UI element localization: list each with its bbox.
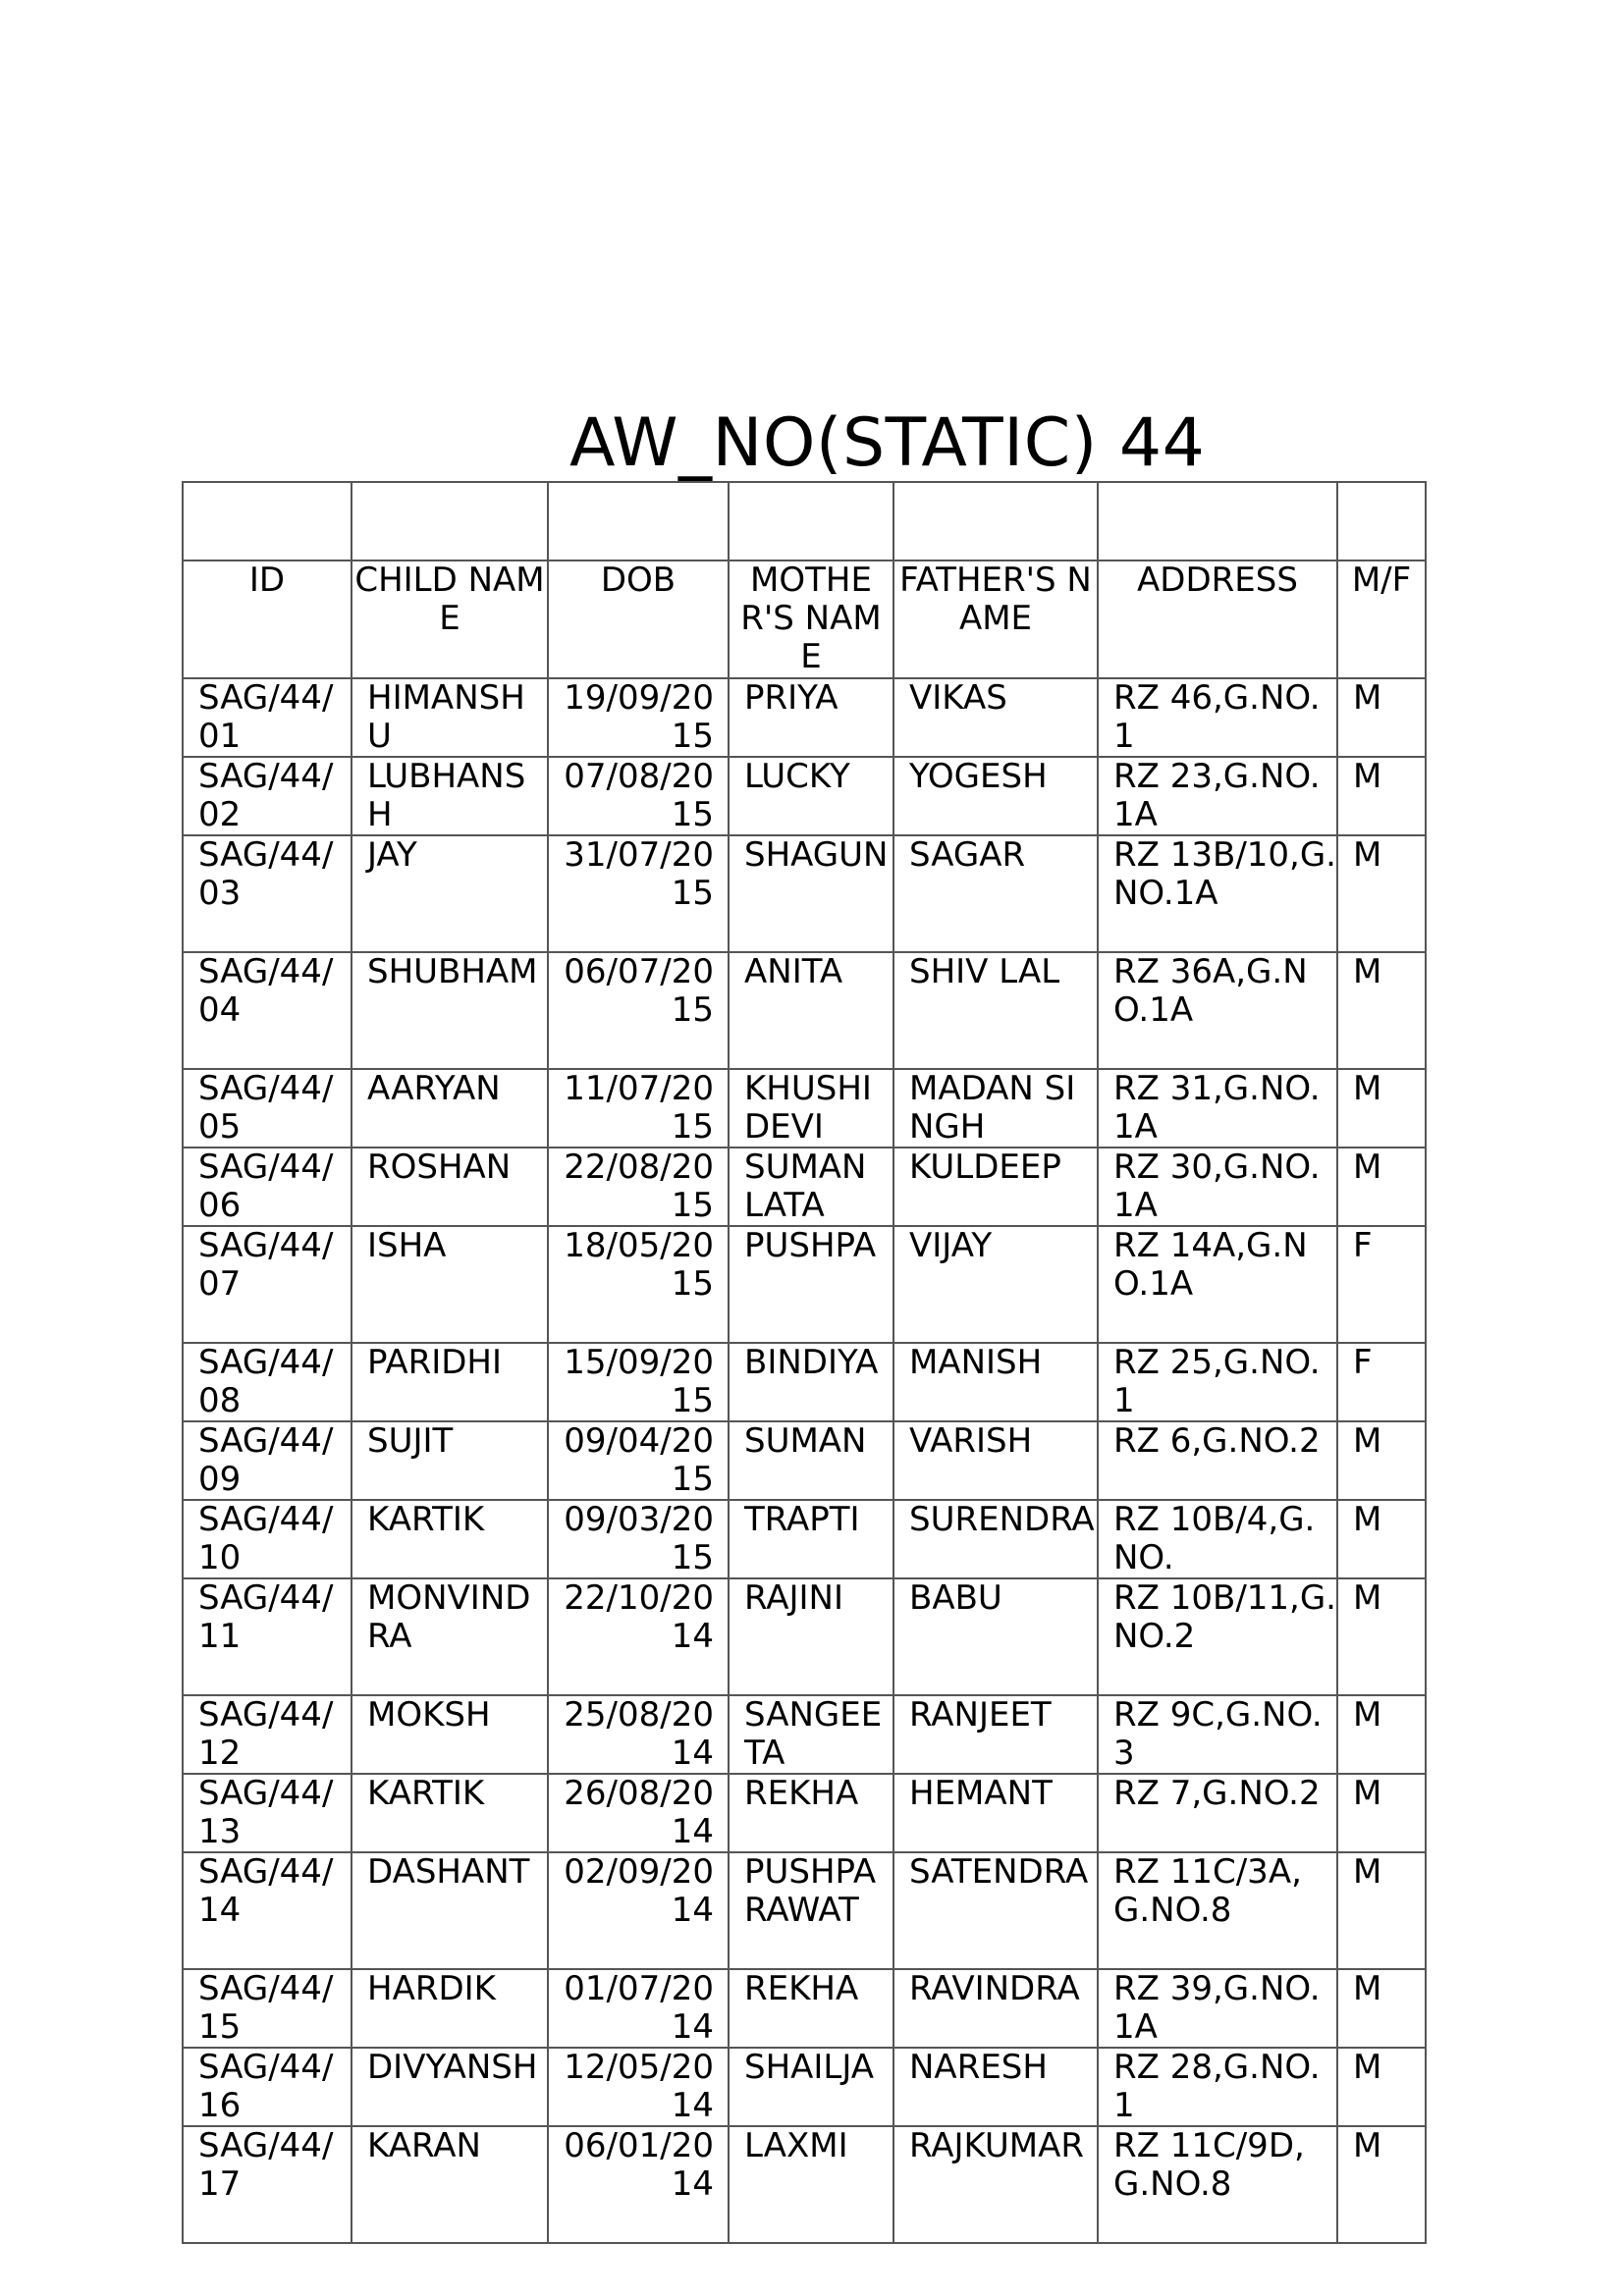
cell-fathers-name: MANISH: [893, 1343, 1098, 1421]
cell-mothers-name: SANGEETA: [729, 1695, 893, 1774]
cell-dob: 07/08/2015: [548, 757, 729, 835]
blank-cell: [1098, 482, 1337, 561]
cell-dob: 18/05/2015: [548, 1226, 729, 1343]
cell-fathers-name: RAVINDRA: [893, 1969, 1098, 2048]
cell-id: SAG/44/07: [183, 1226, 352, 1343]
table-row: [183, 1421, 1426, 1500]
cell-child-name: HARDIK: [352, 1969, 548, 2048]
cell-id: SAG/44/13: [183, 1774, 352, 1852]
cell-mothers-name: SUMAN LATA: [729, 1148, 893, 1226]
cell-address: RZ 11C/9D,G.NO.8: [1098, 2126, 1337, 2243]
cell-dob: 06/01/2014: [548, 2126, 729, 2243]
cell-dob: 31/07/2015: [548, 835, 729, 952]
cell-child-name: HIMANSHU: [352, 678, 548, 757]
cell-child-name: SHUBHAM: [352, 952, 548, 1069]
table-row: [183, 2126, 1426, 2243]
cell-dob: 01/07/2014: [548, 1969, 729, 2048]
cell-fathers-name: RANJEET: [893, 1695, 1098, 1774]
cell-mothers-name: LUCKY: [729, 757, 893, 835]
table-row: [183, 2048, 1426, 2126]
cell-mothers-name: KHUSHI DEVI: [729, 1069, 893, 1148]
cell-dob: 09/03/2015: [548, 1500, 729, 1578]
cell-fathers-name: HEMANT: [893, 1774, 1098, 1852]
cell-address: RZ 9C,G.NO.3: [1098, 1695, 1337, 1774]
cell-id: SAG/44/03: [183, 835, 352, 952]
cell-address: RZ 7,G.NO.2: [1098, 1774, 1337, 1852]
cell-dob: 02/09/2014: [548, 1852, 729, 1969]
blank-cell: [1337, 482, 1426, 561]
cell-gender: F: [1337, 1343, 1426, 1421]
column-header-mothers-name: MOTHER'S NAME: [729, 561, 893, 678]
cell-gender: M: [1337, 2048, 1426, 2126]
blank-row: [183, 482, 1426, 561]
cell-dob: 19/09/2015: [548, 678, 729, 757]
cell-fathers-name: MADAN SINGH: [893, 1069, 1098, 1148]
cell-id: SAG/44/17: [183, 2126, 352, 2243]
cell-fathers-name: SAGAR: [893, 835, 1098, 952]
cell-fathers-name: YOGESH: [893, 757, 1098, 835]
cell-id: SAG/44/09: [183, 1421, 352, 1500]
cell-fathers-name: SURENDRA: [893, 1500, 1098, 1578]
table-row: [183, 1069, 1426, 1148]
blank-cell: [729, 482, 893, 561]
cell-fathers-name: SHIV LAL: [893, 952, 1098, 1069]
cell-dob: 11/07/2015: [548, 1069, 729, 1148]
cell-gender: M: [1337, 1421, 1426, 1500]
cell-fathers-name: VARISH: [893, 1421, 1098, 1500]
page-title: AW_NO(STATIC) 44: [569, 404, 1206, 482]
cell-id: SAG/44/05: [183, 1069, 352, 1148]
cell-gender: M: [1337, 835, 1426, 952]
cell-gender: M: [1337, 757, 1426, 835]
cell-id: SAG/44/02: [183, 757, 352, 835]
cell-dob: 22/10/2014: [548, 1578, 729, 1695]
table-row: [183, 835, 1426, 952]
cell-fathers-name: VIKAS: [893, 678, 1098, 757]
cell-address: RZ 11C/3A,G.NO.8: [1098, 1852, 1337, 1969]
cell-id: SAG/44/14: [183, 1852, 352, 1969]
cell-address: RZ 14A,G.NO.1A: [1098, 1226, 1337, 1343]
cell-address: RZ 23,G.NO.1A: [1098, 757, 1337, 835]
cell-fathers-name: KULDEEP: [893, 1148, 1098, 1226]
cell-fathers-name: NARESH: [893, 2048, 1098, 2126]
cell-mothers-name: PRIYA: [729, 678, 893, 757]
cell-child-name: DASHANT: [352, 1852, 548, 1969]
column-header-fathers-name: FATHER'S NAME: [893, 561, 1098, 678]
table-row: [183, 1969, 1426, 2048]
cell-dob: 06/07/2015: [548, 952, 729, 1069]
cell-address: RZ 6,G.NO.2: [1098, 1421, 1337, 1500]
cell-dob: 09/04/2015: [548, 1421, 729, 1500]
cell-child-name: PARIDHI: [352, 1343, 548, 1421]
cell-dob: 12/05/2014: [548, 2048, 729, 2126]
cell-mothers-name: SHAILJA: [729, 2048, 893, 2126]
cell-address: RZ 13B/10,G.NO.1A: [1098, 835, 1337, 952]
cell-child-name: ISHA: [352, 1226, 548, 1343]
cell-gender: M: [1337, 1695, 1426, 1774]
column-header-address: ADDRESS: [1098, 561, 1337, 678]
cell-id: SAG/44/08: [183, 1343, 352, 1421]
cell-gender: M: [1337, 1578, 1426, 1695]
column-header-child-name: CHILD NAME: [352, 561, 548, 678]
cell-address: RZ 36A,G.NO.1A: [1098, 952, 1337, 1069]
cell-child-name: AARYAN: [352, 1069, 548, 1148]
cell-mothers-name: TRAPTI: [729, 1500, 893, 1578]
cell-mothers-name: REKHA: [729, 1969, 893, 2048]
cell-dob: 22/08/2015: [548, 1148, 729, 1226]
table-row: [183, 1852, 1426, 1969]
cell-fathers-name: SATENDRA: [893, 1852, 1098, 1969]
cell-gender: M: [1337, 1148, 1426, 1226]
cell-gender: M: [1337, 1774, 1426, 1852]
cell-address: RZ 28,G.NO.1: [1098, 2048, 1337, 2126]
cell-fathers-name: VIJAY: [893, 1226, 1098, 1343]
table-row: [183, 952, 1426, 1069]
table-row: [183, 1774, 1426, 1852]
cell-id: SAG/44/06: [183, 1148, 352, 1226]
cell-gender: M: [1337, 1500, 1426, 1578]
cell-child-name: ROSHAN: [352, 1148, 548, 1226]
cell-id: SAG/44/01: [183, 678, 352, 757]
table-row: [183, 1500, 1426, 1578]
header-row: [183, 561, 1426, 678]
blank-cell: [352, 482, 548, 561]
cell-child-name: SUJIT: [352, 1421, 548, 1500]
cell-address: RZ 46,G.NO.1: [1098, 678, 1337, 757]
cell-id: SAG/44/15: [183, 1969, 352, 2048]
cell-id: SAG/44/04: [183, 952, 352, 1069]
cell-address: RZ 25,G.NO.1: [1098, 1343, 1337, 1421]
cell-gender: M: [1337, 1852, 1426, 1969]
cell-mothers-name: SUMAN: [729, 1421, 893, 1500]
table-row: [183, 1578, 1426, 1695]
cell-id: SAG/44/10: [183, 1500, 352, 1578]
blank-cell: [183, 482, 352, 561]
cell-mothers-name: REKHA: [729, 1774, 893, 1852]
cell-mothers-name: LAXMI: [729, 2126, 893, 2243]
cell-mothers-name: ANITA: [729, 952, 893, 1069]
cell-child-name: MONVINDRA: [352, 1578, 548, 1695]
table-row: [183, 1226, 1426, 1343]
cell-dob: 25/08/2014: [548, 1695, 729, 1774]
cell-gender: M: [1337, 678, 1426, 757]
table-row: [183, 1343, 1426, 1421]
cell-fathers-name: BABU: [893, 1578, 1098, 1695]
table-row: [183, 1148, 1426, 1226]
cell-gender: M: [1337, 2126, 1426, 2243]
cell-mothers-name: PUSHPA: [729, 1226, 893, 1343]
cell-id: SAG/44/12: [183, 1695, 352, 1774]
blank-cell: [893, 482, 1098, 561]
blank-cell: [548, 482, 729, 561]
cell-child-name: KARTIK: [352, 1500, 548, 1578]
cell-fathers-name: RAJKUMAR: [893, 2126, 1098, 2243]
children-table: [182, 481, 1427, 2244]
cell-gender: M: [1337, 1969, 1426, 2048]
column-header-gender: M/F: [1337, 561, 1426, 678]
column-header-id: ID: [183, 561, 352, 678]
cell-mothers-name: SHAGUN: [729, 835, 893, 952]
cell-child-name: JAY: [352, 835, 548, 952]
table-row: [183, 1695, 1426, 1774]
cell-child-name: MOKSH: [352, 1695, 548, 1774]
column-header-dob: DOB: [548, 561, 729, 678]
cell-address: RZ 31,G.NO.1A: [1098, 1069, 1337, 1148]
cell-id: SAG/44/16: [183, 2048, 352, 2126]
cell-mothers-name: BINDIYA: [729, 1343, 893, 1421]
cell-gender: M: [1337, 1069, 1426, 1148]
cell-child-name: KARAN: [352, 2126, 548, 2243]
cell-gender: M: [1337, 952, 1426, 1069]
cell-gender: F: [1337, 1226, 1426, 1343]
cell-address: RZ 10B/11,G.NO.2: [1098, 1578, 1337, 1695]
table-row: [183, 678, 1426, 757]
cell-child-name: KARTIK: [352, 1774, 548, 1852]
cell-address: RZ 39,G.NO.1A: [1098, 1969, 1337, 2048]
cell-address: RZ 30,G.NO.1A: [1098, 1148, 1337, 1226]
cell-address: RZ 10B/4,G.NO.: [1098, 1500, 1337, 1578]
cell-mothers-name: RAJINI: [729, 1578, 893, 1695]
table-row: [183, 757, 1426, 835]
cell-child-name: DIVYANSH: [352, 2048, 548, 2126]
cell-child-name: LUBHANSH: [352, 757, 548, 835]
cell-dob: 26/08/2014: [548, 1774, 729, 1852]
cell-mothers-name: PUSHPA RAWAT: [729, 1852, 893, 1969]
cell-dob: 15/09/2015: [548, 1343, 729, 1421]
cell-id: SAG/44/11: [183, 1578, 352, 1695]
